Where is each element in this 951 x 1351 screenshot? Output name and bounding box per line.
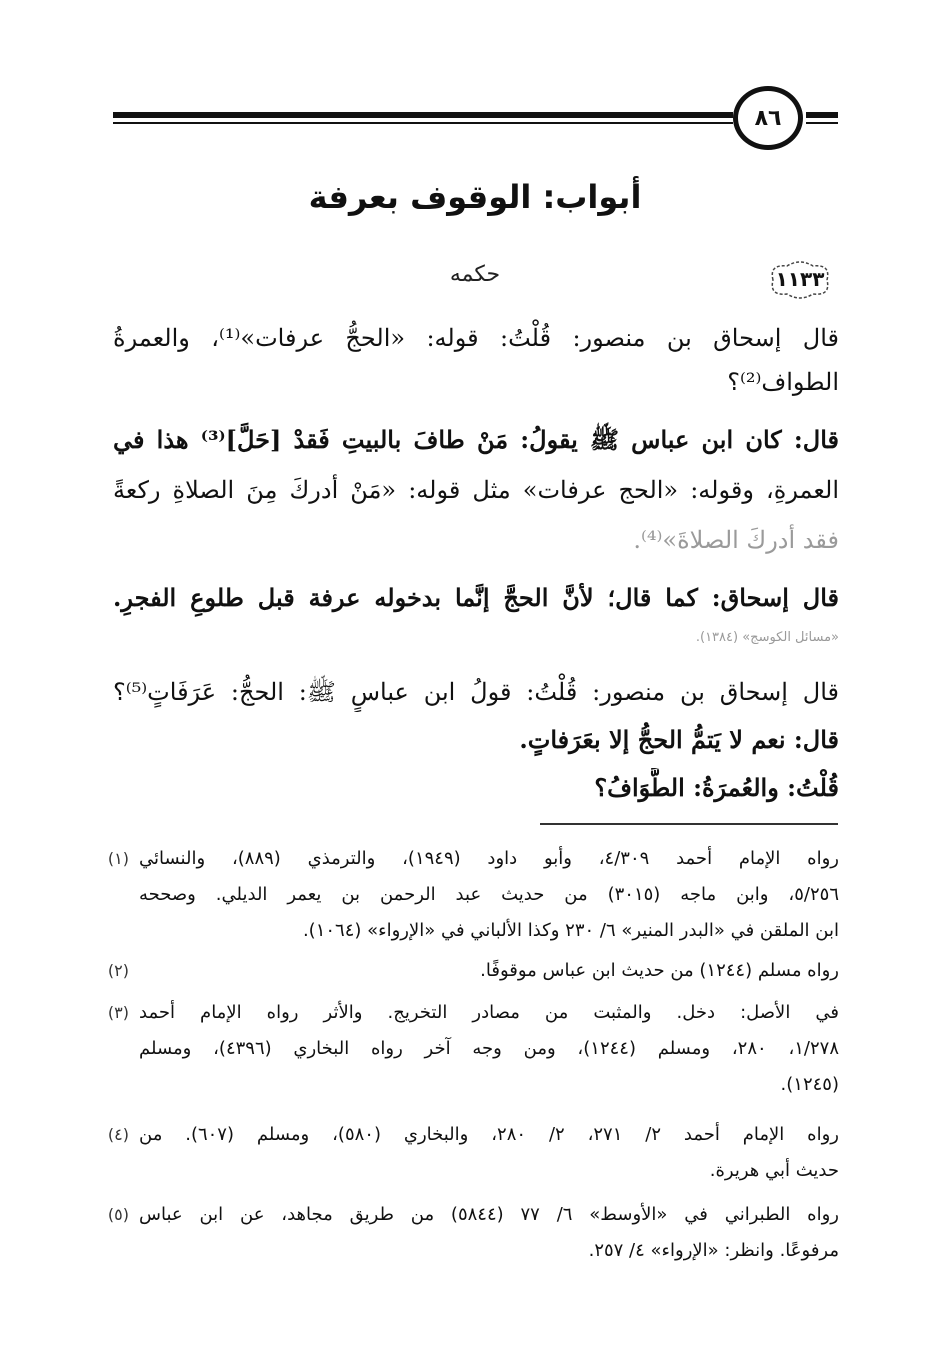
body-line: قال: كان ابن عباس ﷺ يقولُ: مَنْ طافَ بالبيتِ فَقدْ [حَلَّ]⁽³⁾ هذا في <box>113 425 839 454</box>
footnote-line: رواه الإمام أحمد ٢/ ٢٧١، ٢/ ٢٨٠، والبخاري (٥٨٠)، ومسلم (٦٠٧). من <box>139 1124 839 1145</box>
footnote-line: ١/٢٧٨، ٢٨٠، ومسلم (١٢٤٤)، ومن وجه آخر رواه البخاري (٤٣٩٦)، ومسلم <box>139 1038 839 1059</box>
footnote-line: رواه الطبراني في «الأوسط» ٦/ ٧٧ (٥٨٤٤) من طريق مجاهد، عن ابن عباس <box>139 1204 839 1225</box>
body-line: العمرةِ، وقوله: «الحج عرفات» مثل قوله: «مَنْ أدركَ مِنَ الصلاةِ ركعةً <box>113 476 839 504</box>
footnote-number: (٢) <box>107 961 129 980</box>
footnote-separator <box>540 823 838 825</box>
body-line: فقد أدركَ الصلاةَ»⁽⁴⁾. <box>633 526 839 554</box>
body-line: قال: نعم لا يَتمُّ الحجُّ إلا بعَرَفاتٍ. <box>519 725 839 754</box>
header-rule-tail <box>806 112 838 126</box>
footnote-line: ٥/٢٥٦، وابن ماجه (٣٠١٥) من حديث عبد الرحمن بن يعمر الديلي. وصححه <box>139 884 839 905</box>
body-line: قُلْتُ: والعُمرَةُ: الطَّوَافُ؟ <box>594 773 839 802</box>
header-rule <box>113 112 733 126</box>
source-citation: «مسائل الكوسج» (١٣٨٤). <box>695 630 839 645</box>
entry-number: ١١٣٣ <box>775 267 825 291</box>
section-heading: حكمه <box>449 262 501 287</box>
footnote-line: حديث أبي هريرة. <box>709 1160 839 1181</box>
body-line: قال إسحاق بن منصور: قُلْتُ: قولُ ابن عباسٍ ﷺ: الحجُّ: عَرَفَاتٍ⁽⁵⁾؟ <box>113 678 839 706</box>
footnote-number: (٥) <box>107 1205 129 1224</box>
footnote-number: (٣) <box>107 1003 129 1022</box>
footnote-line: في الأصل: دخل. والمثبت من مصادر التخريج. والأثر رواه الإمام أحمد <box>139 1002 839 1023</box>
body-line: قال إسحاق بن منصور: قُلْتُ: قوله: «الحجُّ عرفات»⁽¹⁾، والعمرةُ <box>113 324 839 352</box>
page-number: ٨٦ <box>733 86 803 150</box>
chapter-title: أبواب: الوقوف بعرفة <box>308 178 642 216</box>
footnote-line: رواه الإمام أحمد ٤/٣٠٩، وأبو داود (١٩٤٩)، والترمذي (٨٨٩)، والنسائي <box>139 848 839 869</box>
footnote-line: مرفوعًا. وانظر: «الإرواء» ٤/ ٢٥٧. <box>588 1240 839 1261</box>
footnote-number: (٤) <box>107 1125 129 1144</box>
footnote-number: (١) <box>107 849 129 868</box>
body-line: قال إسحاق: كما قال؛ لأنَّ الحجَّ إنَّما بدخوله عرفة قبل طلوعِ الفجرِ. <box>113 583 839 612</box>
footnote-line: (١٢٤٥). <box>780 1074 839 1095</box>
entry-number-badge <box>763 258 837 302</box>
footnote-line: ابن الملقن في «البدر المنير» ٦/ ٢٣٠ وكذا الألباني في «الإرواء» (١٠٦٤). <box>302 920 839 941</box>
body-line: الطواف⁽²⁾؟ <box>727 368 839 396</box>
footnote-line: رواه مسلم (١٢٤٤) من حديث ابن عباس موقوفًا. <box>480 960 839 981</box>
